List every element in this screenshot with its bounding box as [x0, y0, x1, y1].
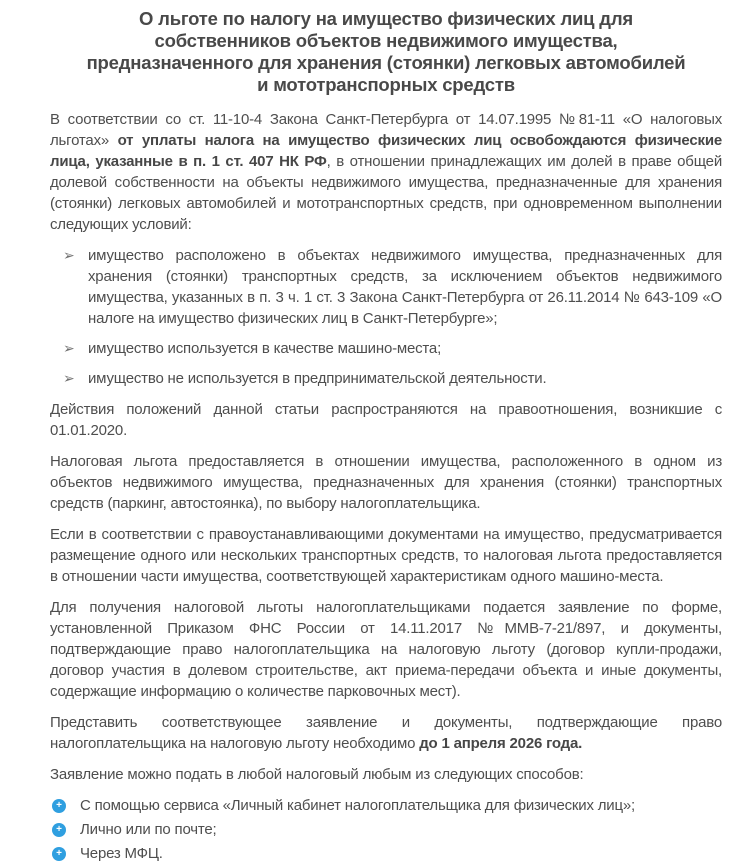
plus-circle-icon	[52, 847, 66, 861]
submit-intro-paragraph: Заявление можно подать в любой налоговый любым из следующих способов:	[50, 766, 584, 783]
plus-circle-icon	[52, 823, 66, 837]
deadline-text: Представить соответствующее заявление и документы, подтверждающие право налогоплательщика на налоговую льготу необходимо	[50, 714, 722, 752]
list-item	[50, 338, 722, 359]
intro-text-bold: от уплаты налога на имущество физических лиц освобождаются физические лица, указанные в п. 1 ст. 407 НК РФ	[50, 132, 722, 170]
list-item	[50, 368, 722, 389]
plus-circle-icon	[52, 799, 66, 813]
plus-glyph: +	[56, 800, 62, 811]
list-item	[50, 245, 722, 329]
title-line: собственников объектов недвижимого имущества,	[154, 30, 618, 51]
condition-text: имущество используется в качестве машино-места;	[88, 340, 442, 357]
submit-methods-list	[50, 795, 722, 865]
method-text: Через МФЦ.	[80, 845, 163, 862]
list-item	[50, 795, 722, 817]
list-item	[50, 843, 722, 865]
condition-text: имущество не используется в предпринимательской деятельности.	[88, 370, 547, 387]
title-line: и мототранспорных средств	[257, 74, 515, 95]
intro-paragraph	[50, 109, 722, 235]
deadline-date-bold: до 1 апреля 2026 года.	[419, 735, 583, 752]
title-line: О льготе по налогу на имущество физических лиц для	[139, 8, 633, 29]
method-text: Лично или по почте;	[80, 821, 217, 838]
plus-glyph: +	[56, 848, 62, 859]
deadline-paragraph	[50, 712, 722, 754]
partial-benefit-paragraph: Если в соответствии с правоустанавливающими документами на имущество, предусматривается размещение одного или нескольких транспортных средств, то налоговая льгота предоставляется в отношении части имущества, соответствующей характеристикам одного машино-места.	[50, 526, 722, 585]
page-title	[50, 8, 722, 96]
title-line: предназначенного для хранения (стоянки) легковых автомобилей	[86, 52, 686, 73]
benefit-scope-paragraph: Налоговая льгота предоставляется в отношении имущества, расположенного в одном из объектов недвижимого имущества, предназначенных для хранения (стоянки) транспортных средств (паркинг, автостоянка), по выбору налогоплательщика.	[50, 453, 722, 512]
intro-text-start: В соответствии со ст. 11-10-4 Закона Санкт-Петербурга от 14.07.1995 №81-11 «О налоговых льготах»	[50, 111, 722, 149]
plus-glyph: +	[56, 824, 62, 835]
condition-text: имущество расположено в объектах недвижимого имущества, предназначенных для хранения (стоянки) транспортных средств, за исключением объектов недвижимого имущества, указанных в п. 3 ч. 1 ст. 3 Закона Санкт-Петербурга от 26.11.2014 № 643-109 «О налоге на имущество физических лиц в Санкт-Петербурге»;	[88, 247, 722, 327]
application-paragraph: Для получения налоговой льготы налогоплательщиками подается заявление по форме, установленной Приказом ФНС России от 14.11.2017 №ММВ-7-21/897, и документы, подтверждающие право налогоплательщика на налоговую льготу (договор купли-продажи, договор участия в долевом строительстве, акт приема-передачи объекта и иные документы, содержащие информацию о количестве парковочных мест).	[50, 599, 722, 700]
conditions-list	[50, 245, 722, 389]
method-text: С помощью сервиса «Личный кабинет налогоплательщика для физических лиц»;	[80, 797, 635, 814]
intro-text-end: , в отношении принадлежащих им долей в праве общей долевой собственности на объекты недвижимого имущества, предназначенные для хранения (стоянки) легковых автомобилей и мототранспортных средств, при одновременном выполнении следующих условий:	[50, 153, 722, 233]
arrow-bullet-icon: ➢	[63, 370, 75, 386]
arrow-bullet-icon: ➢	[63, 340, 75, 356]
list-item	[50, 819, 722, 841]
arrow-bullet-icon: ➢	[63, 247, 75, 263]
effective-date-paragraph: Действия положений данной статьи распространяются на правоотношения, возникшие с 01.01.2020.	[50, 401, 722, 439]
